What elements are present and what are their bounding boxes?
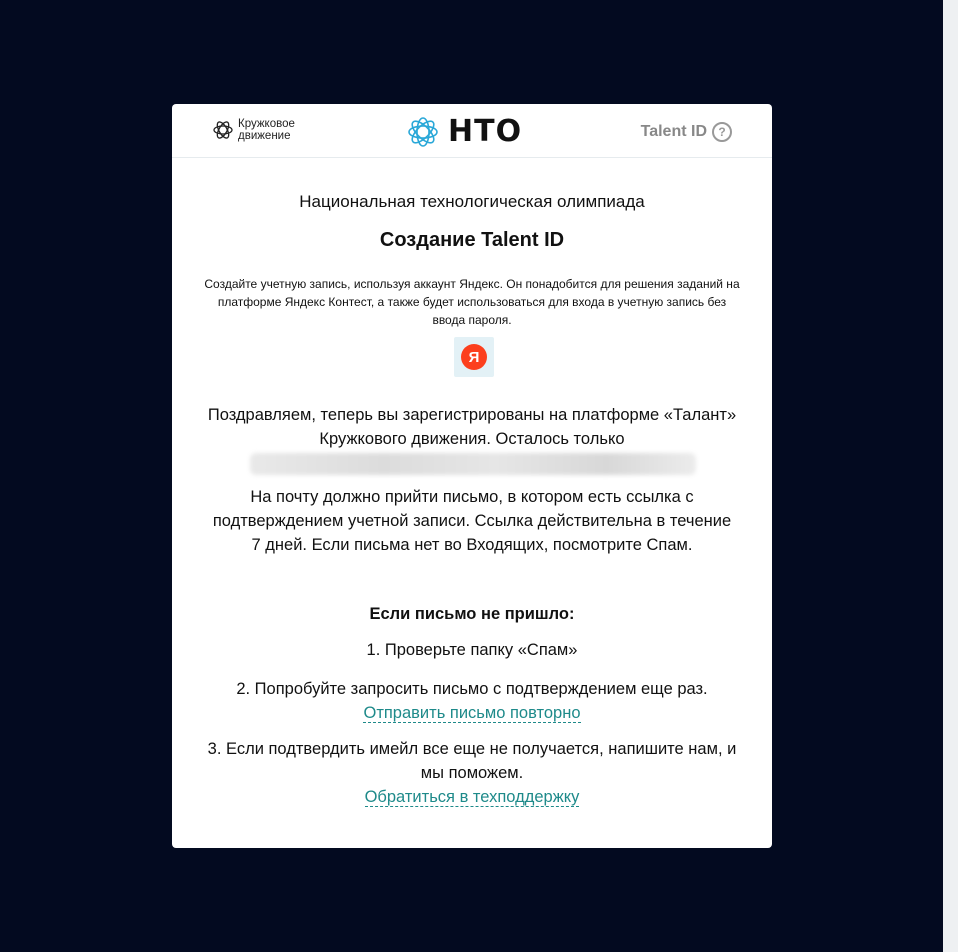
- blurred-email-line: [250, 453, 696, 475]
- step-2: [172, 677, 772, 725]
- page-title: Создание Talent ID: [379, 229, 565, 251]
- talent-id-help[interactable]: [641, 122, 732, 142]
- kd-emblem-icon: [212, 119, 234, 141]
- nto-logo-text: НТО: [448, 114, 523, 149]
- talent-id-label: Talent ID: [640, 123, 707, 140]
- kd-logo-line1: Кружковое: [238, 118, 295, 130]
- mail-info-text: На почту должно прийти письмо, в котором есть ссылка с подтверждением учетной записи. Ссылка действительна в течение 7 дней. Если письма нет во Входящих, посмотрите Спам.: [212, 488, 732, 554]
- scrollbar-track[interactable]: [943, 0, 958, 952]
- resend-email-link[interactable]: Отправить письмо повторно: [363, 704, 581, 722]
- description-text: Создайте учетную запись, используя аккаунт Яндекс. Он понадобится для решения заданий на платформе Яндекс Контест, а также будет использоваться для входа в учетную запись без ввода пароля.: [204, 277, 740, 327]
- step-3: [202, 737, 742, 809]
- card-header: [172, 104, 772, 158]
- yandex-login-button[interactable]: [454, 337, 494, 377]
- kruzhkovoe-dvizhenie-logo[interactable]: [212, 118, 295, 142]
- step-1-text: 1. Проверьте папку «Спам»: [366, 641, 578, 659]
- kd-logo-line2: движение: [238, 130, 291, 142]
- registration-card: [172, 104, 772, 848]
- olympiad-subtitle: Национальная технологическая олимпиада: [299, 192, 645, 211]
- support-link[interactable]: Обратиться в техподдержку: [364, 788, 580, 806]
- step-2-text: 2. Попробуйте запросить письмо с подтверждением еще раз.: [236, 680, 708, 698]
- nto-logo[interactable]: [406, 114, 522, 149]
- step-3-text: 3. Если подтвердить имейл все еще не получается, напишите нам, и мы поможем.: [207, 740, 737, 782]
- nto-emblem-icon: [406, 115, 440, 149]
- kd-logo-text: [238, 118, 295, 142]
- congrats-text: Поздравляем, теперь вы зарегистрированы на платформе «Талант» Кружкового движения. Осталось только: [207, 406, 737, 448]
- yandex-icon: Я: [461, 344, 487, 370]
- help-icon[interactable]: ?: [712, 122, 732, 142]
- no-email-heading: Если письмо не пришло:: [369, 605, 575, 623]
